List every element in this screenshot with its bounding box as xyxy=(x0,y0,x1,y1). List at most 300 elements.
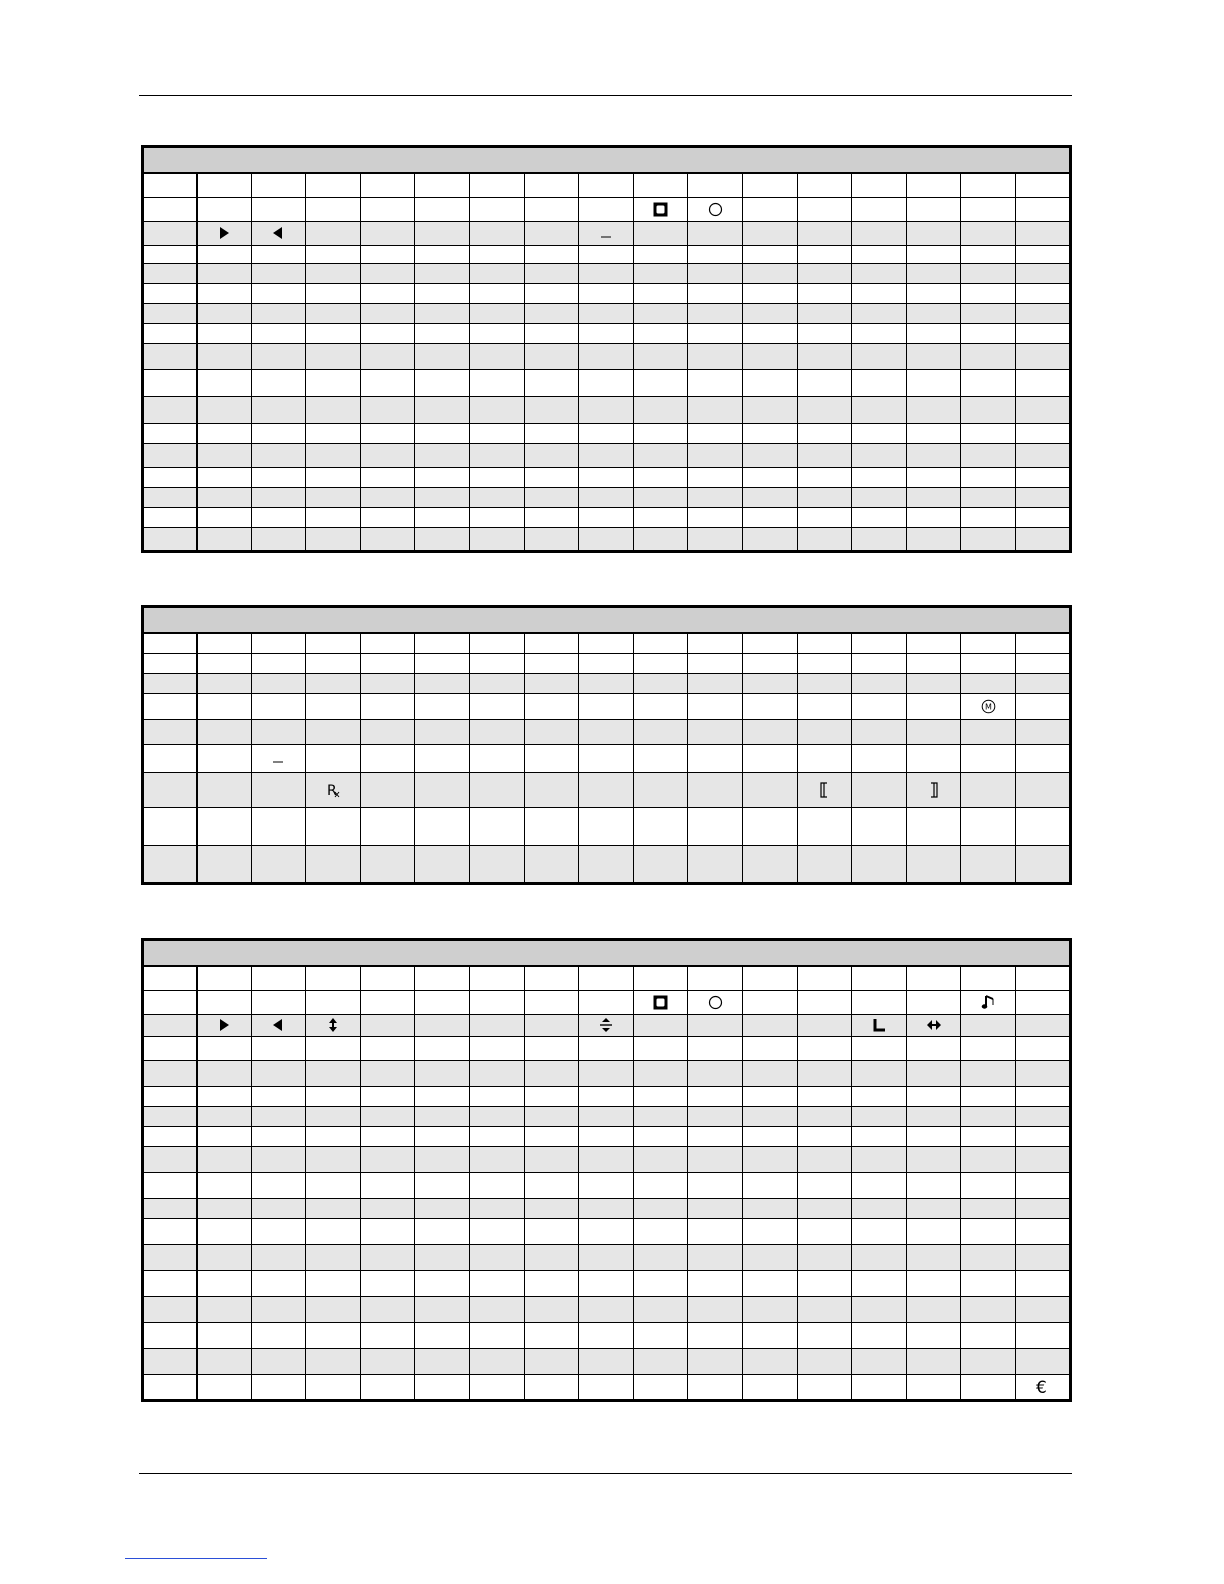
table-cell xyxy=(360,467,415,487)
table-cell xyxy=(906,1014,961,1036)
table-cell xyxy=(197,1106,252,1126)
table-cell xyxy=(852,1348,907,1374)
table-row xyxy=(143,653,1071,673)
table-cell xyxy=(469,343,524,369)
table-cell xyxy=(688,245,743,263)
table-cell xyxy=(633,1146,688,1172)
table-cell xyxy=(360,369,415,396)
code-chart-table-3 xyxy=(141,938,1072,1402)
table-cell xyxy=(251,443,306,467)
table-row xyxy=(143,1270,1071,1296)
table-cell xyxy=(524,1126,579,1146)
row-header-cell xyxy=(143,966,197,990)
table-cell xyxy=(1015,845,1070,883)
table-cell xyxy=(688,673,743,693)
table-cell xyxy=(251,283,306,303)
table-cell xyxy=(579,1198,634,1218)
table-cell xyxy=(524,1270,579,1296)
table-cell xyxy=(197,673,252,693)
row-header-cell xyxy=(143,1172,197,1198)
table-cell xyxy=(742,1106,797,1126)
table-cell xyxy=(742,1374,797,1400)
table-cell xyxy=(415,966,470,990)
table-cell xyxy=(797,487,852,507)
row-header-cell xyxy=(143,1036,197,1060)
table-cell xyxy=(524,1218,579,1244)
table-cell xyxy=(852,283,907,303)
table-cell xyxy=(906,1086,961,1106)
table-row xyxy=(143,807,1071,845)
table-cell xyxy=(251,845,306,883)
table-cell xyxy=(415,653,470,673)
table-cell xyxy=(1015,343,1070,369)
table-cell xyxy=(524,1322,579,1348)
table-cell xyxy=(797,1322,852,1348)
table-cell xyxy=(797,744,852,772)
row-header-cell xyxy=(143,507,197,527)
svg-text:€: € xyxy=(1036,1378,1048,1395)
table-cell xyxy=(961,1086,1016,1106)
table-cell xyxy=(306,693,361,719)
table-cell xyxy=(852,990,907,1014)
row-header-cell xyxy=(143,1296,197,1322)
table-cell xyxy=(1015,1244,1070,1270)
white-circle-icon xyxy=(708,995,723,1010)
table-cell xyxy=(306,1322,361,1348)
table-cell xyxy=(688,283,743,303)
row-header-cell xyxy=(143,1374,197,1400)
table-cell xyxy=(415,245,470,263)
table-cell xyxy=(579,633,634,653)
table-cell xyxy=(469,807,524,845)
row-header-cell xyxy=(143,673,197,693)
table-cell xyxy=(469,263,524,283)
table-cell xyxy=(360,1086,415,1106)
table-cell xyxy=(742,1036,797,1060)
table-cell xyxy=(251,527,306,551)
table-cell xyxy=(306,1086,361,1106)
table-cell xyxy=(251,633,306,653)
table-cell xyxy=(688,263,743,283)
table-cell xyxy=(360,1106,415,1126)
table-cell xyxy=(197,1218,252,1244)
table-cell xyxy=(906,263,961,283)
table-cell xyxy=(524,719,579,744)
table-cell xyxy=(306,1060,361,1086)
table-cell xyxy=(306,1198,361,1218)
table-row xyxy=(143,343,1071,369)
table-cell xyxy=(306,507,361,527)
table-cell xyxy=(961,1106,1016,1126)
table-cell xyxy=(742,343,797,369)
row-header-cell xyxy=(143,423,197,443)
table-cell xyxy=(415,744,470,772)
table-cell xyxy=(852,1218,907,1244)
left-right-arrow-icon xyxy=(926,1019,942,1031)
table-cell xyxy=(579,1218,634,1244)
table-cell xyxy=(633,396,688,423)
table-cell xyxy=(524,245,579,263)
table-cell xyxy=(469,423,524,443)
row-header-cell xyxy=(143,744,197,772)
table-cell xyxy=(742,303,797,323)
table-cell xyxy=(742,719,797,744)
table-cell xyxy=(906,1126,961,1146)
table-cell xyxy=(579,1086,634,1106)
table-cell xyxy=(633,1218,688,1244)
table-cell xyxy=(469,369,524,396)
table-cell xyxy=(469,197,524,221)
table-cell xyxy=(469,221,524,245)
table-cell xyxy=(469,1244,524,1270)
table-cell xyxy=(688,1270,743,1296)
table-cell xyxy=(852,487,907,507)
table-cell xyxy=(306,653,361,673)
table-cell xyxy=(1015,1198,1070,1218)
table-cell xyxy=(742,653,797,673)
table-cell xyxy=(742,990,797,1014)
table-cell xyxy=(633,1014,688,1036)
row-header-cell xyxy=(143,343,197,369)
table-cell xyxy=(688,1348,743,1374)
table-cell xyxy=(579,1146,634,1172)
table-cell xyxy=(306,807,361,845)
up-down-arrow-icon xyxy=(327,1017,339,1033)
table-cell xyxy=(579,323,634,343)
table-cell xyxy=(415,467,470,487)
table-cell xyxy=(360,966,415,990)
table-cell xyxy=(906,693,961,719)
table-cell xyxy=(688,197,743,221)
table-cell xyxy=(1015,1172,1070,1198)
table-cell xyxy=(797,1172,852,1198)
table-cell xyxy=(688,990,743,1014)
table-cell xyxy=(797,693,852,719)
table-cell xyxy=(742,1348,797,1374)
table-row xyxy=(143,197,1071,221)
svg-text:R: R xyxy=(326,782,337,798)
table-row xyxy=(143,1244,1071,1270)
table-cell xyxy=(306,467,361,487)
table-cell xyxy=(852,1322,907,1348)
table-cell xyxy=(197,197,252,221)
table-cell xyxy=(251,423,306,443)
table-cell xyxy=(852,1198,907,1218)
table-cell xyxy=(633,507,688,527)
table-row xyxy=(143,744,1071,772)
table-cell xyxy=(961,173,1016,197)
table-cell xyxy=(415,173,470,197)
table-row xyxy=(143,507,1071,527)
table-cell xyxy=(415,1218,470,1244)
table-cell xyxy=(360,719,415,744)
table-cell xyxy=(415,527,470,551)
black-square-ring-icon xyxy=(653,995,668,1010)
table-cell xyxy=(961,396,1016,423)
table-cell xyxy=(197,744,252,772)
table-cell xyxy=(906,343,961,369)
low-line-icon xyxy=(273,751,283,765)
table-cell xyxy=(688,1060,743,1086)
table-cell xyxy=(906,303,961,323)
table-cell xyxy=(524,744,579,772)
table-cell xyxy=(742,772,797,807)
up-down-bar-arrow-icon xyxy=(599,1017,613,1033)
table-cell xyxy=(852,719,907,744)
table-cell xyxy=(852,1014,907,1036)
table-row xyxy=(143,1106,1071,1126)
table-cell xyxy=(579,1172,634,1198)
table-cell xyxy=(524,283,579,303)
table-row xyxy=(143,1374,1071,1400)
table-cell xyxy=(251,1014,306,1036)
table-cell xyxy=(360,1126,415,1146)
table-cell xyxy=(1015,323,1070,343)
table-cell xyxy=(579,221,634,245)
table-cell xyxy=(742,1060,797,1086)
table-cell xyxy=(742,197,797,221)
table-cell xyxy=(852,1060,907,1086)
table-cell xyxy=(852,396,907,423)
table-cell xyxy=(852,369,907,396)
table-cell xyxy=(524,487,579,507)
table-row xyxy=(143,369,1071,396)
table-cell xyxy=(688,1322,743,1348)
table-cell xyxy=(197,527,252,551)
table-cell xyxy=(579,744,634,772)
table-cell xyxy=(197,1086,252,1106)
table-cell xyxy=(469,283,524,303)
table-cell xyxy=(688,1014,743,1036)
row-header-cell xyxy=(143,807,197,845)
table-row xyxy=(143,443,1071,467)
table-cell xyxy=(797,1270,852,1296)
table-row xyxy=(143,303,1071,323)
table-cell xyxy=(852,1296,907,1322)
left-white-bracket-icon xyxy=(819,782,829,798)
table-cell xyxy=(415,396,470,423)
table-cell xyxy=(524,1106,579,1126)
table-row xyxy=(143,396,1071,423)
table-cell xyxy=(197,369,252,396)
table-cell xyxy=(579,653,634,673)
table-cell xyxy=(197,1270,252,1296)
table-cell xyxy=(251,1218,306,1244)
table-cell xyxy=(306,443,361,467)
table-cell xyxy=(633,303,688,323)
table-cell xyxy=(306,487,361,507)
table-cell xyxy=(469,443,524,467)
table-cell xyxy=(251,369,306,396)
table-cell xyxy=(415,673,470,693)
table-cell xyxy=(524,1146,579,1172)
table-cell xyxy=(524,1086,579,1106)
table-cell xyxy=(906,1218,961,1244)
table-cell xyxy=(415,283,470,303)
table-cell xyxy=(469,1374,524,1400)
table-cell xyxy=(415,1014,470,1036)
table-cell xyxy=(579,507,634,527)
table-cell xyxy=(633,1322,688,1348)
table-cell xyxy=(306,173,361,197)
table-cell xyxy=(633,807,688,845)
table-cell xyxy=(524,1014,579,1036)
table-cell xyxy=(742,1218,797,1244)
table-cell xyxy=(797,845,852,883)
table-cell xyxy=(469,1296,524,1322)
table-cell xyxy=(197,653,252,673)
table-cell xyxy=(961,487,1016,507)
table-cell xyxy=(688,396,743,423)
table-row xyxy=(143,990,1071,1014)
table-cell xyxy=(197,719,252,744)
table-cell xyxy=(688,1146,743,1172)
table-cell xyxy=(633,990,688,1014)
table-cell xyxy=(469,653,524,673)
table-cell xyxy=(633,1060,688,1086)
table-cell xyxy=(852,527,907,551)
table-cell xyxy=(360,396,415,423)
table-cell xyxy=(633,1086,688,1106)
table-cell xyxy=(469,1106,524,1126)
table-cell xyxy=(251,772,306,807)
table-cell xyxy=(524,966,579,990)
table-cell xyxy=(688,1106,743,1126)
table-cell xyxy=(797,966,852,990)
table-cell xyxy=(415,487,470,507)
table-title xyxy=(143,940,1071,967)
table-cell xyxy=(469,966,524,990)
row-header-cell xyxy=(143,1218,197,1244)
table-title-row xyxy=(143,607,1071,634)
table-cell xyxy=(797,396,852,423)
table-cell xyxy=(852,1106,907,1126)
table-cell xyxy=(852,1172,907,1198)
table-cell xyxy=(360,1172,415,1198)
table-cell xyxy=(1015,633,1070,653)
table-cell xyxy=(742,807,797,845)
table-cell xyxy=(306,1348,361,1374)
table-cell xyxy=(415,693,470,719)
row-header-cell xyxy=(143,1060,197,1086)
table-cell xyxy=(906,423,961,443)
table-cell xyxy=(688,633,743,653)
table-cell xyxy=(251,719,306,744)
table-cell xyxy=(852,467,907,487)
table-cell xyxy=(306,744,361,772)
row-header-cell xyxy=(143,1086,197,1106)
table-cell xyxy=(251,1322,306,1348)
table-cell xyxy=(251,263,306,283)
table-cell xyxy=(579,173,634,197)
table-cell xyxy=(524,303,579,323)
right-white-bracket-icon xyxy=(929,782,939,798)
table-cell xyxy=(306,369,361,396)
table-cell xyxy=(251,303,306,323)
table-title-row xyxy=(143,940,1071,967)
table-row xyxy=(143,1086,1071,1106)
row-header-cell xyxy=(143,719,197,744)
table-cell xyxy=(633,443,688,467)
table-cell xyxy=(360,1218,415,1244)
table-cell xyxy=(360,283,415,303)
table-cell xyxy=(306,283,361,303)
table-cell xyxy=(415,1146,470,1172)
table-cell xyxy=(579,527,634,551)
table-cell xyxy=(197,245,252,263)
table-cell xyxy=(1015,283,1070,303)
table-cell xyxy=(579,807,634,845)
table-cell xyxy=(906,487,961,507)
table-cell xyxy=(306,197,361,221)
table-cell xyxy=(306,323,361,343)
table-cell xyxy=(852,1086,907,1106)
table-cell xyxy=(197,423,252,443)
table-cell xyxy=(688,693,743,719)
row-header-cell xyxy=(143,1106,197,1126)
table-cell xyxy=(797,1244,852,1270)
table-cell xyxy=(524,1198,579,1218)
table-cell xyxy=(524,1172,579,1198)
table-cell xyxy=(633,263,688,283)
table-cell xyxy=(524,396,579,423)
table-cell xyxy=(306,1172,361,1198)
table-cell xyxy=(852,966,907,990)
footer-link-underline xyxy=(125,1558,267,1559)
table-cell xyxy=(579,1036,634,1060)
table-cell xyxy=(633,423,688,443)
table-cell xyxy=(688,772,743,807)
table-cell xyxy=(961,369,1016,396)
table-cell xyxy=(633,173,688,197)
table-row xyxy=(143,845,1071,883)
table-cell xyxy=(415,633,470,653)
table-cell xyxy=(906,1198,961,1218)
table-cell xyxy=(797,1060,852,1086)
table-cell xyxy=(906,369,961,396)
table-cell xyxy=(306,396,361,423)
table-cell xyxy=(797,263,852,283)
table-cell xyxy=(251,1198,306,1218)
table-cell xyxy=(469,1036,524,1060)
table-cell xyxy=(633,1296,688,1322)
table-cell xyxy=(469,990,524,1014)
table-cell xyxy=(797,173,852,197)
table-cell xyxy=(415,1198,470,1218)
table-cell xyxy=(742,744,797,772)
table-cell xyxy=(742,245,797,263)
table-cell xyxy=(415,1036,470,1060)
table-cell xyxy=(197,1060,252,1086)
table-cell xyxy=(579,343,634,369)
table-row xyxy=(143,1126,1071,1146)
table-cell xyxy=(797,507,852,527)
table-cell xyxy=(1015,369,1070,396)
table-cell xyxy=(1015,1348,1070,1374)
table-cell xyxy=(742,369,797,396)
table-cell xyxy=(797,1014,852,1036)
table-cell xyxy=(1015,507,1070,527)
table-cell xyxy=(251,1348,306,1374)
table-row xyxy=(143,1218,1071,1244)
table-cell xyxy=(633,744,688,772)
table-row xyxy=(143,633,1071,653)
table-cell xyxy=(688,1172,743,1198)
table-cell xyxy=(360,653,415,673)
table-cell xyxy=(852,772,907,807)
table-cell xyxy=(742,673,797,693)
table-cell xyxy=(742,423,797,443)
